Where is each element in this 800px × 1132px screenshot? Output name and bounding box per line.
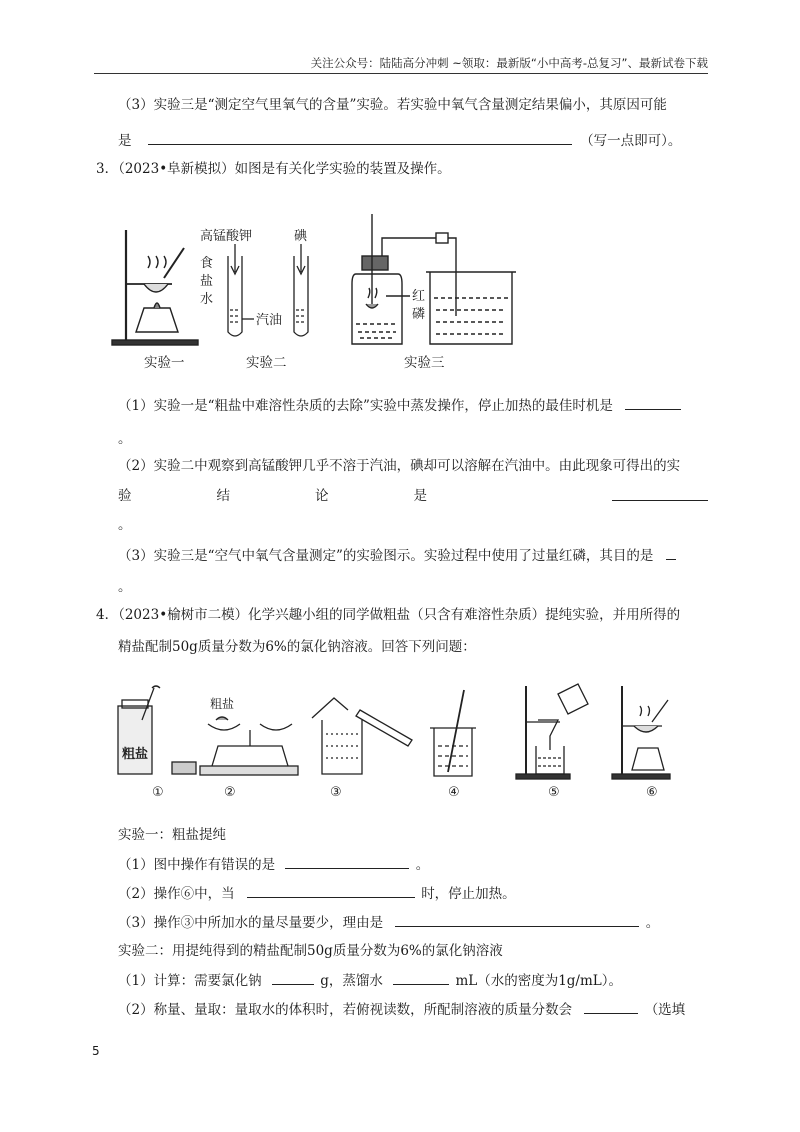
beaker-water xyxy=(434,298,508,334)
answer-blank[interactable] xyxy=(612,487,708,501)
q4-stem-line2: 精盐配制50g质量分数为6%的氯化钠溶液。回答下列问题： xyxy=(118,639,476,655)
evaporating-dish xyxy=(144,284,168,292)
step5-filter xyxy=(516,684,588,779)
q3-part3-line2: 。 xyxy=(118,579,132,595)
step2-balance xyxy=(200,717,298,775)
beaker xyxy=(430,272,512,344)
answer-blank[interactable] xyxy=(272,971,314,985)
q4-exp2-q1 xyxy=(118,971,622,990)
header-rule xyxy=(94,73,708,74)
step3-dissolve xyxy=(312,698,412,774)
gas-jar xyxy=(352,274,402,344)
step-label-5: ⑤ xyxy=(548,785,560,800)
flame xyxy=(154,303,160,308)
balance-label: 粗盐 xyxy=(210,697,235,711)
q3-part2-word: 验 xyxy=(118,488,132,504)
prev-part3-prefix: 是 xyxy=(118,133,132,149)
step4-stir xyxy=(430,690,476,776)
q3-part2-line3: 。 xyxy=(118,517,132,533)
q3-part1-text: （1）实验一是“粗盐中难溶性杂质的去除”实验中蒸发操作，停止加热的最佳时机是 xyxy=(118,398,613,414)
alcohol-lamp xyxy=(136,308,178,332)
q4-exp2-title: 实验二：用提纯得到的精盐配制50g质量分数为6%的氯化钠溶液 xyxy=(118,943,503,959)
step-label-3: ③ xyxy=(330,785,342,800)
page-header: 关注公众号：陆陆高分冲刺 ~领取：最新版“小中高考-总复习”、最新试卷下载 xyxy=(310,56,708,70)
answer-blank[interactable] xyxy=(666,546,676,560)
q4-exp1-q3-text: （3）操作③中所加水的量尽量要少，理由是 xyxy=(118,915,384,931)
exp1-side-label-2: 盐 xyxy=(200,274,214,289)
q3-part2-word: 论 xyxy=(315,488,329,504)
exp1-label: 实验一 xyxy=(144,355,185,371)
exp1-evaporation-apparatus xyxy=(112,230,198,345)
q3-part3-text: （3）实验三是“空气中氧气含量测定”的实验图示。实验过程中使用了过量红磷，其目的是 xyxy=(118,548,654,564)
q4-exp1-title: 实验一：粗盐提纯 xyxy=(118,827,226,843)
answer-blank[interactable] xyxy=(625,396,681,410)
exp3-side-label-1: 红 xyxy=(412,289,426,304)
q4-exp2-q2-end: （选填 xyxy=(644,1002,686,1018)
q3-part2-line1: （2）实验二中观察到高锰酸钾几乎不溶于汽油，碘却可以溶解在汽油中。由此现象可得出的实 xyxy=(118,458,681,474)
answer-blank[interactable] xyxy=(395,913,639,927)
exp2-liquid-label: 汽油 xyxy=(256,313,283,328)
jar-label: 粗盐 xyxy=(122,747,149,762)
exp3-apparatus xyxy=(352,214,516,344)
q3-part2-word: 结 xyxy=(216,488,230,504)
q4-stem-line1: 4．（2023•榆树市二模）化学兴趣小组的同学做粗盐（只含有难溶性杂质）提纯实验，并用所得的 xyxy=(96,607,681,623)
q3-part1-line2: 。 xyxy=(118,431,132,447)
prev-part3-line2 xyxy=(118,131,681,150)
q4-exp1-q2-text: （2）操作⑥中，当 xyxy=(118,886,235,902)
q4-figure xyxy=(112,680,682,804)
q3-part2-line2 xyxy=(118,487,708,505)
q4-exp2-q1-text: （1）计算：需要氯化钠 xyxy=(118,973,262,989)
q4-exp1-q2 xyxy=(118,884,516,903)
q3-part1-line1 xyxy=(118,396,681,415)
stand-base xyxy=(112,340,198,345)
liquid-left xyxy=(230,310,240,322)
q3-part2-word: 是 xyxy=(413,488,427,504)
exp3-side-label-2: 磷 xyxy=(412,307,426,322)
q4-exp2-q2 xyxy=(118,1000,685,1019)
q4-exp1-q3 xyxy=(118,913,659,932)
prev-part3-line1: （3）实验三是“测定空气里氧气的含量”实验。若实验中氧气含量测定结果偏小，其原因可能 xyxy=(118,97,667,113)
step-label-6: ⑥ xyxy=(646,785,658,800)
q4-exp2-q2-text: （2）称量、量取：量取水的体积时，若俯视读数，所配制溶液的质量分数会 xyxy=(118,1002,573,1018)
glass-rod xyxy=(164,248,184,278)
q4-exp1-q1-end: 。 xyxy=(415,857,430,873)
exp2-left-tube-label: 高锰酸钾 xyxy=(200,229,253,244)
q4-exp1-q1-text: （1）图中操作有错误的是 xyxy=(118,857,276,873)
answer-blank[interactable] xyxy=(393,971,449,985)
q3-figure xyxy=(104,212,524,378)
q4-exp1-q3-end: 。 xyxy=(645,915,660,931)
answer-blank[interactable] xyxy=(247,884,415,898)
exp1-side-label-3: 水 xyxy=(200,292,214,307)
step-label-2: ② xyxy=(224,785,236,800)
rubber-stopper xyxy=(362,256,388,270)
step-label-4: ④ xyxy=(448,785,460,800)
q4-exp2-q1-mid1: g，蒸馏水 xyxy=(320,973,383,989)
exp1-side-label-1: 食 xyxy=(200,256,214,271)
q4-exp2-q1-mid2: mL（水的密度为1g/mL）。 xyxy=(455,973,622,989)
step-label-1: ① xyxy=(152,785,164,800)
prev-part3-suffix: （写一点即可）。 xyxy=(580,133,682,149)
step6-evaporate xyxy=(612,686,670,779)
clamp xyxy=(436,233,448,243)
exp2-right-tube-label: 碘 xyxy=(294,229,308,244)
page-number: 5 xyxy=(92,1044,100,1058)
jar-water xyxy=(356,324,398,338)
exp3-label: 实验三 xyxy=(404,355,445,371)
exp2-label: 实验二 xyxy=(246,355,287,371)
q4-exp1-q1 xyxy=(118,855,429,874)
q3-stem: 3．（2023•阜新模拟）如图是有关化学实验的装置及操作。 xyxy=(96,161,451,177)
combustion-spoon xyxy=(366,304,378,308)
vapor xyxy=(148,256,166,268)
liquid-right xyxy=(296,310,306,322)
answer-blank[interactable] xyxy=(148,131,572,145)
answer-blank[interactable] xyxy=(285,855,409,869)
q3-part3-line1 xyxy=(118,546,676,565)
connecting-tube xyxy=(382,238,456,316)
q4-exp1-q2-end: 时，停止加热。 xyxy=(421,886,516,902)
answer-blank[interactable] xyxy=(584,1000,638,1014)
